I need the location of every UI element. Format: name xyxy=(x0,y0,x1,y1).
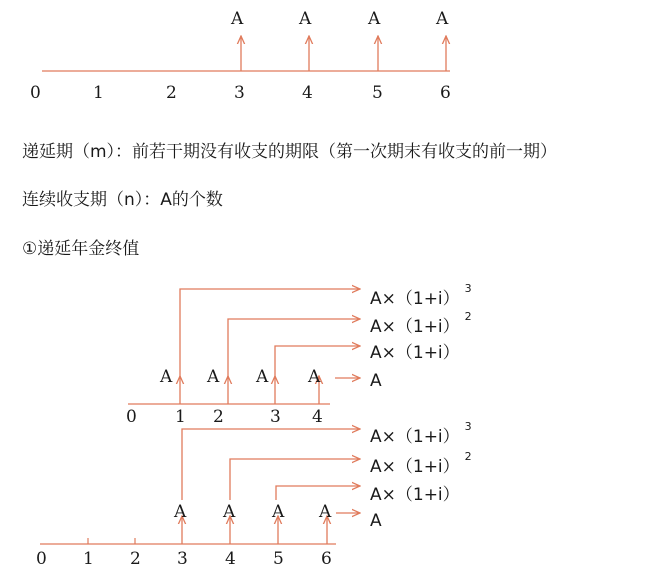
figure-upper-a-label: A xyxy=(256,367,269,387)
figure-upper-a-label: A xyxy=(207,367,220,387)
figure-lower-tick-label: 3 xyxy=(177,549,188,569)
figure-upper-result: A xyxy=(370,371,382,391)
timeline-top-tick-label: 2 xyxy=(166,83,177,103)
figure-upper-a-label: A xyxy=(160,367,173,387)
figure-upper-result: $A\times(1+i)^3$ xyxy=(370,282,472,309)
figure-upper-compound-path xyxy=(228,319,360,376)
figure-lower-a-label: A xyxy=(319,502,332,522)
figure-lower-tick-label: 1 xyxy=(83,549,94,569)
timeline-top-tick-label: 5 xyxy=(372,83,383,103)
figure-lower-tick-label: 0 xyxy=(36,549,47,569)
figure-lower-tick-label: 4 xyxy=(225,549,236,569)
figure-lower-result: A×（1+i） xyxy=(370,485,460,505)
timeline-top-a-label: A xyxy=(368,9,381,29)
figure-lower-tick-label: 2 xyxy=(130,549,141,569)
figure-upper-tick-label: 0 xyxy=(126,407,137,427)
figure-upper-a-label: A xyxy=(308,367,321,387)
timeline-top-tick-label: 3 xyxy=(234,83,245,103)
figure-lower-a-label: A xyxy=(223,502,236,522)
figure-upper-tick-label: 2 xyxy=(213,407,224,427)
figure-upper-tick-label: 3 xyxy=(270,407,281,427)
figure-upper-compound-path xyxy=(180,289,360,376)
definition-annuity-count: 连续收支期（n）：A的个数 xyxy=(22,190,223,210)
figure-upper-result: A×（1+i） xyxy=(370,343,460,363)
figure-lower-compound-path xyxy=(182,429,360,500)
timeline-top xyxy=(30,9,451,103)
definition-deferral-period: 递延期（m）：前若干期没有收支的期限（第一次期末有收支的前一期） xyxy=(22,142,558,162)
figure-lower xyxy=(36,420,472,569)
figure-lower-compound-path xyxy=(230,459,360,500)
figure-lower-tick-label: 6 xyxy=(321,549,332,569)
timeline-top-tick-label: 6 xyxy=(440,83,451,103)
figure-lower-tick-label: 5 xyxy=(273,549,284,569)
timeline-top-tick-label: 4 xyxy=(302,83,313,103)
figure-lower-a-label: A xyxy=(174,502,187,522)
figure-lower-result: $A\times(1+i)^2$ xyxy=(370,450,472,477)
timeline-top-a-label: A xyxy=(299,9,312,29)
figure-lower-compound-path xyxy=(276,486,360,500)
figure-upper-tick-label: 1 xyxy=(175,407,186,427)
timeline-top-tick-label: 1 xyxy=(93,83,104,103)
figure-upper xyxy=(126,282,472,427)
figure-upper-result: $A\times(1+i)^2$ xyxy=(370,310,472,337)
timeline-top-tick-label: 0 xyxy=(30,83,41,103)
figure-lower-a-label: A xyxy=(272,502,285,522)
figure-upper-tick-label: 4 xyxy=(312,407,323,427)
timeline-top-a-label: A xyxy=(231,9,244,29)
section-title: ①递延年金终值 xyxy=(22,239,140,259)
figure-lower-result: $A\times(1+i)^3$ xyxy=(370,420,472,447)
figure-lower-result: A xyxy=(370,511,382,531)
timeline-top-a-label: A xyxy=(436,9,449,29)
